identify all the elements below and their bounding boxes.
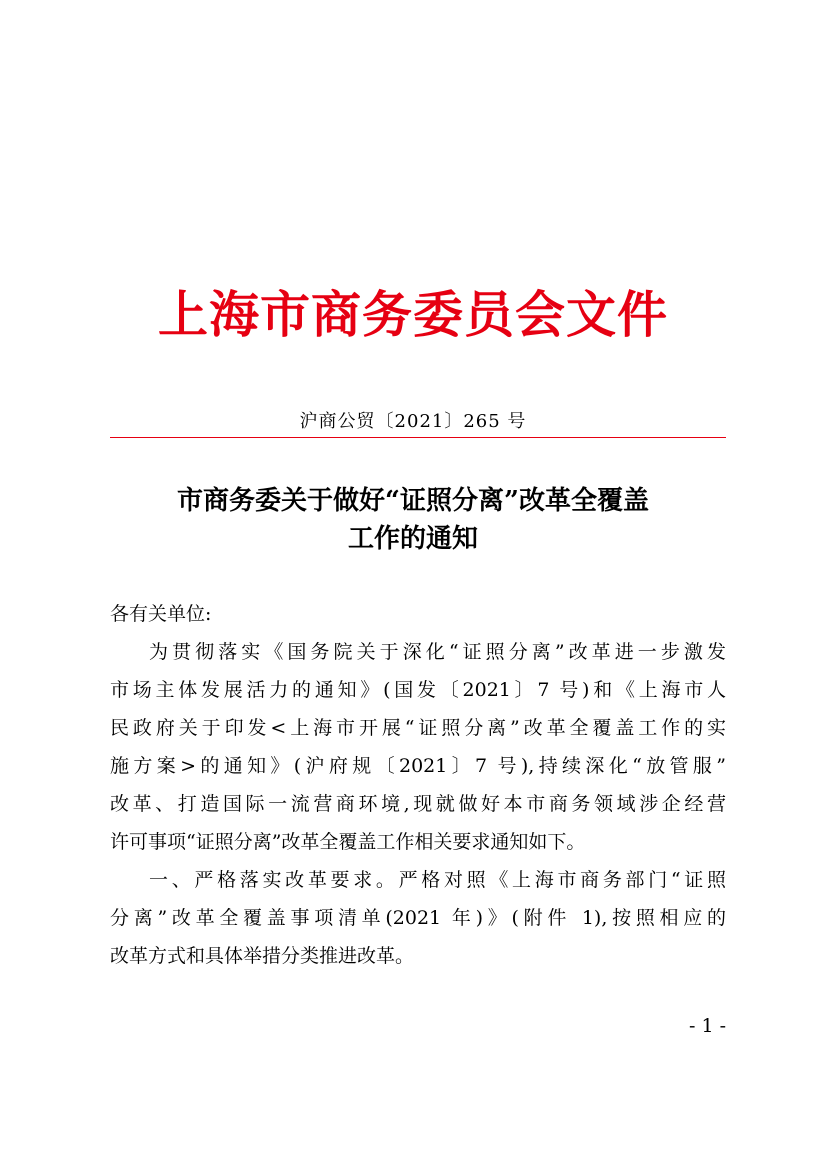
paragraph-2 bbox=[110, 861, 726, 975]
salutation: 各有关单位: bbox=[110, 603, 212, 625]
paragraph-line: 为贯彻落实《国务院关于深化“证照分离”改革进一步激发 bbox=[149, 641, 726, 663]
paragraph-1 bbox=[110, 633, 726, 861]
notice-title-line-2: 工作的通知 bbox=[347, 524, 478, 554]
paragraph-line: 一、严格落实改革要求。严格对照《上海市商务部门“证照 bbox=[149, 869, 726, 891]
body-text bbox=[110, 595, 726, 975]
paragraph-line: 施方案>的通知》(沪府规〔2021〕7 号),持续深化“放管服” bbox=[110, 755, 726, 777]
masthead-title: 上海市商务委员会文件 bbox=[158, 285, 668, 344]
page-number: - 1 - bbox=[688, 1015, 726, 1037]
paragraph-line: 改革、打造国际一流营商环境,现就做好本市商务领域涉企经营 bbox=[110, 793, 726, 815]
paragraph-line: 市场主体发展活力的通知》(国发〔2021〕7 号)和《上海市人 bbox=[110, 679, 726, 701]
paragraph-line: 民政府关于印发<上海市开展“证照分离”改革全覆盖工作的实 bbox=[110, 717, 726, 739]
paragraph-line: 分离”改革全覆盖事项清单(2021 年)》(附件 1),按照相应的 bbox=[110, 907, 726, 929]
document-number: 沪商公贸〔2021〕265 号 bbox=[299, 411, 527, 432]
red-separator-line bbox=[110, 437, 726, 438]
paragraph-line: 改革方式和具体举措分类推进改革。 bbox=[110, 945, 415, 967]
notice-title bbox=[100, 482, 726, 558]
paragraph-line: 许可事项“证照分离”改革全覆盖工作相关要求通知如下。 bbox=[110, 831, 586, 853]
notice-title-line-1: 市商务委关于做好“证照分离”改革全覆盖 bbox=[177, 486, 649, 516]
